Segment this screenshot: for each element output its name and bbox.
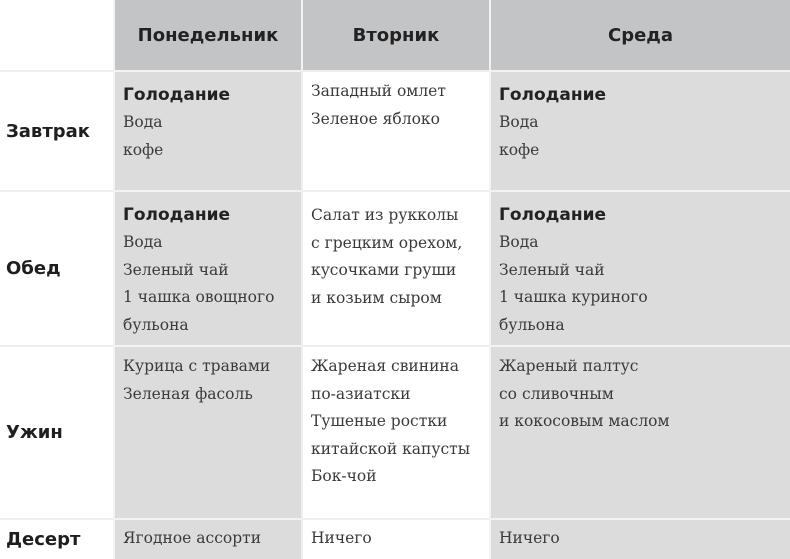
table-row-dinner (0, 345, 790, 518)
cell-line: Вода (123, 233, 163, 251)
cell-line: Салат из рукколы (311, 206, 459, 224)
header-corner (0, 0, 113, 70)
cell-line: по-азиатски (311, 384, 411, 403)
row-label-lunch: Обед (0, 190, 113, 345)
cell-line: Вода (499, 113, 539, 131)
cell-line: Западный омлет (311, 82, 446, 100)
cell-line: Ягодное ассорти (123, 529, 262, 547)
cell-heading: Голодание (123, 205, 231, 225)
cell-dinner-tuesday (301, 345, 489, 518)
header-monday: Понедельник (113, 0, 301, 70)
table-row-breakfast (0, 70, 790, 190)
cell-lunch-monday (113, 190, 301, 345)
cell-dinner-monday (113, 345, 301, 518)
cell-line: китайской капусты (311, 439, 471, 458)
cell-line: Жареный палтус (499, 357, 639, 375)
cell-line: с грецким орехом, (311, 233, 463, 252)
cell-line: Жареная свинина (311, 357, 459, 375)
header-wednesday: Среда (489, 0, 790, 70)
cell-line: бульона (499, 315, 565, 334)
cell-breakfast-tuesday (301, 70, 489, 190)
cell-lunch-wednesday (489, 190, 790, 345)
row-label-dinner: Ужин (0, 345, 113, 518)
cell-line: Зеленый чай (499, 260, 605, 279)
cell-line: Зеленое яблоко (311, 109, 440, 128)
cell-line: кусочками груши (311, 261, 457, 279)
cell-line: Ничего (499, 529, 560, 547)
cell-line: Вода (123, 113, 163, 131)
cell-line: со сливочным (499, 384, 614, 403)
cell-line: Тушеные ростки (311, 412, 448, 430)
cell-line: бульона (123, 315, 189, 334)
cell-line: 1 чашка куриного (499, 288, 648, 306)
cell-line: Зеленый чай (123, 260, 229, 279)
cell-line: 1 чашка овощного (123, 288, 275, 306)
header-row (0, 0, 790, 70)
cell-line: Зеленая фасоль (123, 384, 253, 403)
cell-line: кофе (499, 140, 540, 159)
cell-line: Курица с травами (123, 357, 271, 375)
table-row-lunch (0, 190, 790, 345)
cell-breakfast-monday (113, 70, 301, 190)
cell-line: кофе (123, 140, 164, 159)
row-label-dessert: Десерт (0, 518, 113, 559)
cell-line: Бок-чой (311, 467, 377, 485)
row-label-breakfast: Завтрак (0, 70, 113, 190)
cell-breakfast-wednesday (489, 70, 790, 190)
cell-dinner-wednesday (489, 345, 790, 518)
cell-line: Ничего (311, 529, 372, 547)
cell-line: Вода (499, 233, 539, 251)
cell-heading: Голодание (499, 85, 607, 105)
cell-line: и кокосовым маслом (499, 412, 670, 430)
cell-heading: Голодание (123, 85, 231, 105)
cell-line: и козьим сыром (311, 288, 442, 307)
cell-heading: Голодание (499, 205, 607, 225)
cell-lunch-tuesday (301, 190, 489, 345)
header-tuesday: Вторник (301, 0, 489, 70)
